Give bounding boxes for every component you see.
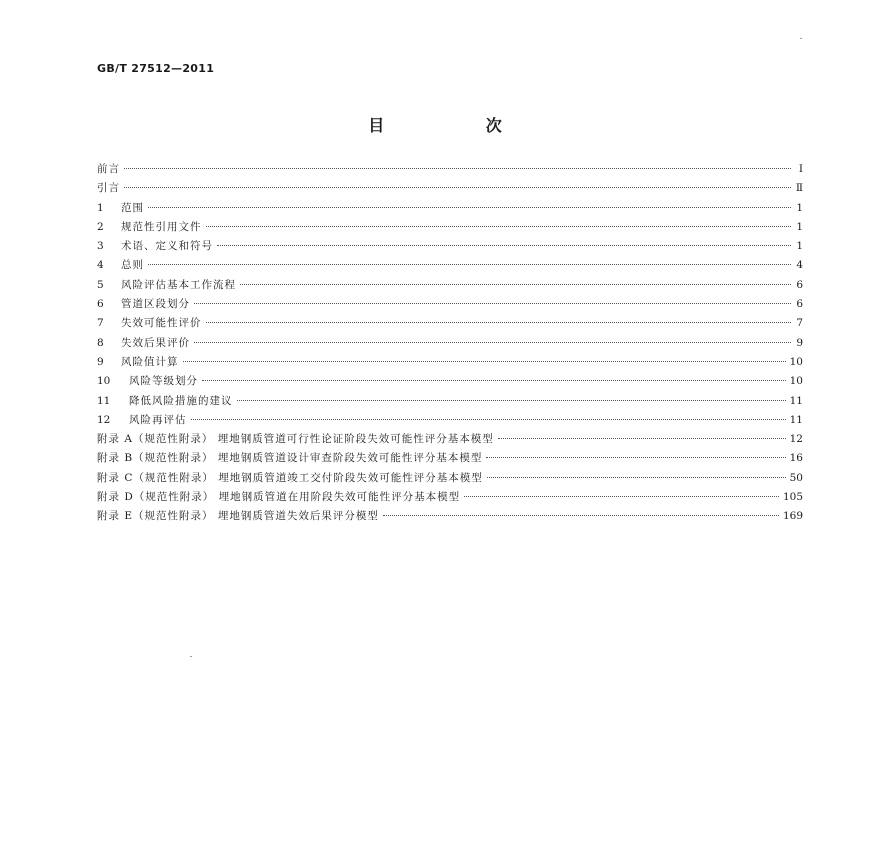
toc-dot-leader: [183, 361, 786, 362]
toc-entry[interactable]: [97, 469, 803, 488]
scan-speck: [800, 38, 802, 39]
toc-entry[interactable]: [97, 392, 803, 411]
toc-entry-label: 风险再评估: [129, 413, 187, 426]
toc-entry-number: 2: [97, 220, 104, 233]
toc-entry-label: 规范性引用文件: [121, 220, 202, 233]
toc-dot-leader: [217, 245, 791, 246]
table-of-contents: [97, 160, 803, 527]
toc-title: 目 次: [368, 116, 550, 135]
toc-entry-label: 前言: [97, 163, 120, 175]
toc-entry-label: 附录 C（规范性附录） 埋地钢质管道竣工交付阶段失效可能性评分基本模型: [97, 471, 483, 484]
toc-entry-number: 6: [97, 298, 104, 311]
toc-entry-label: 风险等级划分: [129, 375, 198, 388]
toc-dot-leader: [148, 207, 791, 208]
toc-dot-leader: [240, 284, 791, 285]
toc-entry[interactable]: [97, 218, 803, 237]
standard-number: GB/T 27512—2011: [97, 62, 215, 75]
toc-entry-label: 附录 A（规范性附录） 埋地钢质管道可行性论证阶段失效可能性评分基本模型: [97, 433, 494, 446]
toc-entry[interactable]: [97, 411, 803, 430]
toc-entry-page: 6: [796, 278, 803, 291]
toc-entry-number: 5: [97, 278, 104, 291]
toc-dot-leader: [148, 264, 791, 265]
toc-entry[interactable]: [97, 199, 803, 218]
toc-entry-label: 附录 B（规范性附录） 埋地钢质管道设计审查阶段失效可能性评分基本模型: [97, 452, 483, 465]
toc-entry-page: 10: [789, 375, 803, 388]
toc-entry-page: 11: [789, 413, 803, 426]
toc-entry-label: 总则: [121, 259, 144, 272]
toc-dot-leader: [194, 342, 791, 343]
toc-entry-number: 1: [97, 201, 104, 214]
toc-entry[interactable]: [97, 488, 803, 507]
toc-entry-page: 7: [796, 317, 803, 330]
toc-entry-page: 9: [796, 336, 803, 349]
toc-entry-page: 1: [796, 220, 803, 233]
toc-entry-page: 11: [789, 394, 803, 407]
toc-entry-page: 50: [789, 471, 803, 484]
toc-entry-label: 风险评估基本工作流程: [121, 278, 236, 291]
toc-entry-label: 风险值计算: [121, 355, 179, 368]
toc-entry-page: 1: [796, 201, 803, 214]
toc-dot-leader: [464, 496, 779, 497]
toc-entry[interactable]: [97, 507, 803, 526]
toc-dot-leader: [237, 400, 786, 401]
toc-entry-page: 4: [796, 259, 803, 272]
toc-dot-leader: [206, 226, 792, 227]
toc-entry-page: 12: [789, 433, 803, 446]
toc-entry[interactable]: [97, 334, 803, 353]
toc-dot-leader: [194, 303, 791, 304]
toc-entry-label: 管道区段划分: [121, 298, 190, 311]
toc-entry[interactable]: [97, 276, 803, 295]
toc-entry-number: 10: [97, 375, 111, 388]
toc-entry-number: 12: [97, 413, 111, 426]
toc-entry[interactable]: [97, 372, 803, 391]
toc-entry-page: Ⅱ: [795, 182, 803, 195]
toc-entry[interactable]: [97, 314, 803, 333]
toc-entry-number: 3: [97, 240, 104, 253]
toc-dot-leader: [206, 322, 792, 323]
toc-entry-number: 11: [97, 394, 111, 407]
toc-entry-page: 6: [796, 298, 803, 311]
toc-entry-label: 失效可能性评价: [121, 317, 202, 330]
toc-entry-page: Ⅰ: [798, 163, 803, 175]
toc-entry[interactable]: [97, 237, 803, 256]
toc-entry-number: 9: [97, 355, 104, 368]
toc-entry[interactable]: [97, 179, 803, 198]
toc-dot-leader: [124, 168, 791, 169]
toc-entry-page: 169: [782, 510, 803, 523]
toc-entry-page: 105: [782, 491, 803, 504]
toc-entry-number: 8: [97, 336, 104, 349]
toc-dot-leader: [202, 380, 786, 381]
toc-entry-label: 失效后果评价: [121, 336, 190, 349]
toc-entry-number: 7: [97, 317, 104, 330]
toc-entry-page: 10: [789, 355, 803, 368]
toc-entry-page: 16: [789, 452, 803, 465]
toc-entry-number: 4: [97, 259, 104, 272]
toc-entry[interactable]: [97, 430, 803, 449]
toc-entry-page: 1: [796, 240, 803, 253]
toc-entry-label: 降低风险措施的建议: [129, 394, 233, 407]
toc-entry[interactable]: [97, 353, 803, 372]
toc-dot-leader: [498, 438, 786, 439]
toc-dot-leader: [124, 187, 791, 188]
toc-dot-leader: [486, 457, 785, 458]
toc-entry[interactable]: [97, 160, 803, 179]
toc-entry[interactable]: [97, 295, 803, 314]
toc-entry-label: 附录 E（规范性附录） 埋地钢质管道失效后果评分模型: [97, 510, 379, 523]
toc-entry-label: 引言: [97, 182, 120, 195]
toc-entry-label: 范围: [121, 201, 144, 214]
toc-entry[interactable]: [97, 256, 803, 275]
toc-entry-label: 术语、定义和符号: [121, 240, 213, 253]
toc-entry[interactable]: [97, 449, 803, 468]
scan-speck: [190, 656, 192, 657]
toc-dot-leader: [487, 477, 786, 478]
toc-dot-leader: [383, 515, 779, 516]
toc-dot-leader: [191, 419, 786, 420]
toc-entry-label: 附录 D（规范性附录） 埋地钢质管道在用阶段失效可能性评分基本模型: [97, 491, 461, 504]
